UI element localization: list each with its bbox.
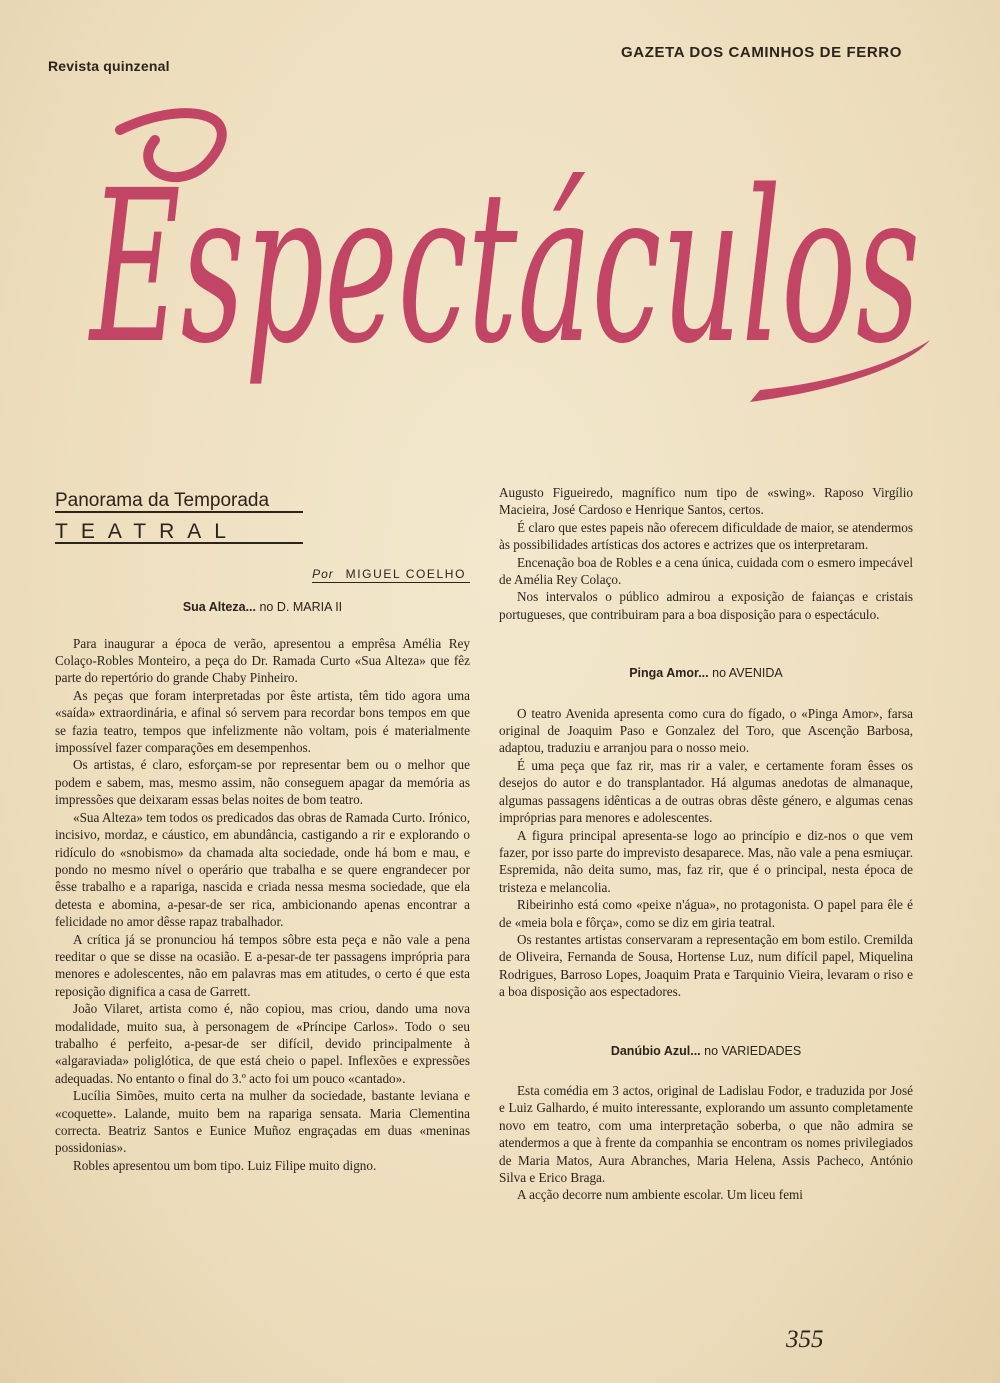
paragraph: Robles apresentou um bom tipo. Luiz Filipe muito digno. xyxy=(73,1157,377,1173)
section-heading xyxy=(499,665,913,682)
paragraph: Os restantes artistas conservaram a representação em bom estilo. Cremilda de Oliveira, Fernanda de Sousa, Hortense Luz, num difícil papel, Miquelina Rodrigues, Barroso Lopes, Joaquim Prata e Tarquinio Vieira, levaram o riso e a boa disposição aos espectadores. xyxy=(499,931,913,1000)
section-heading xyxy=(55,599,470,616)
paragraph: Nos intervalos o público admirou a exposição de faianças e cristais portugueses, que contribuiram para a boa disposição para o espectáculo. xyxy=(499,589,913,622)
paragraph: Os artistas, é claro, esforçam-se por representar bem ou o melhor que podem e sabem, mas, mesmo assim, não conseguem apagar da memória as impressões que deixaram essas belas noites de bom teatro. xyxy=(55,757,470,808)
article-subtitle: TEATRAL xyxy=(55,523,303,543)
section-masthead xyxy=(60,90,940,470)
right-column xyxy=(499,484,913,1204)
paragraph: Esta comédia em 3 actos, original de Ladislau Fodor, e traduzida por José e Luiz Galhardo, é muito interessante, explorando um assunto completamente novo em teatro, com uma interpretação soberba, o que não admira se atendermos a que à frente da companhia se encontram os nomes privilegiados de Maria Matos, Aura Abranches, Maria Helena, Assis Pacheco, António Silva e Erico Braga. xyxy=(499,1082,913,1185)
byline-author: MIGUEL COELHO xyxy=(345,566,466,581)
paragraph: Augusto Figueiredo, magnífico num tipo de «swing». Raposo Virgílio Macieira, José Cardoso e Henrique Santos, certos. xyxy=(499,485,913,518)
paragraph: É uma peça que faz rir, mas rir a valer, e certamente foram êsses os desejos do autor e do transplantador. Há algumas anedotas de almanaque, algumas passagens idênticas a de outras obras dêste género, e algumas cenas impróprias para menores e adolescentes. xyxy=(499,757,913,826)
paragraph: A crítica já se pronunciou há tempos sôbre esta peça e não vale a pena reeditar o que se disse na ocasião. E a-pesar-de ter passagens imprópria para menores e adolescentes, não em palavras mas em atitudes, o certo é que esta reposição dignifica a casa de Garrett. xyxy=(55,931,470,999)
paragraph: É claro que estes papeis não oferecem dificuldade de maior, se atendermos às possibilidades artísticas dos actores e actrizes que os interpretaram. xyxy=(499,519,913,553)
play-name: Sua Alteza... xyxy=(182,600,256,615)
paragraph: «Sua Alteza» tem todos os predicados das obras de Ramada Curto. Irónico, incisivo, mordaz, e cáustico, em abundância, castigando a rir e explorando o ridículo do «snobismo» da chamada alta sociedade, onde há bom e mau, e pondo no mesmo nível o operário que trabalha e se quere engrandecer por êsse trabalho e a rapariga, nascida e criada nessa mesma sociedade, que ela detesta e abomina, a-pesar-de ser rica, ambicionando apenas encontrar a felicidade no amor dêsse rapaz trabalhador. xyxy=(55,809,470,930)
theatre-name: no AVENIDA xyxy=(712,666,783,681)
paragraph: As peças que foram interpretadas por êste artista, têm tido agora uma «saída» extraordinária, e afinal só servem para recordar bons tempos em que se fazia teatro, tempos que infelizmente não voltam, pois é materialmente impossível fazer comparações em desempenhos. xyxy=(55,687,470,756)
play-name: Pinga Amor... xyxy=(629,666,709,681)
paragraph: Ribeirinho está como «peixe n'água», no protagonista. O papel para êle é de «meia bola e fôrça», como se diz em giria teatral. xyxy=(499,897,913,930)
publication-name: GAZETA DOS CAMINHOS DE FERRO xyxy=(621,44,902,61)
paragraph: João Vilaret, artista como é, não copiou, mas criou, dando uma nova modalidade, muito sua, à personagem de «Príncipe Carlos». Todo o seu trabalho é perfeito, a-pesar-de ser difícil, devido principalmente à «algaraviada» poliglótica, de que está cheio o papel. Inflexões e expressões adequadas. No entanto o final do 3.º acto foi um pouco «cantado». xyxy=(55,1001,470,1086)
masthead-title: Espectáculos xyxy=(87,145,920,390)
paragraph: Encenação boa de Robles e a cena única, cuidada com o esmero impecável de Amélia Rey Colaço. xyxy=(499,554,913,588)
section-heading xyxy=(499,1043,913,1060)
periodicity-label: Revista quinzenal xyxy=(48,58,170,74)
article-title: Panorama da Temporada xyxy=(55,492,303,513)
page-number: 355 xyxy=(786,1326,824,1353)
left-column xyxy=(55,492,470,1174)
play-name: Danúbio Azul... xyxy=(610,1043,701,1058)
masthead-script-logo xyxy=(60,90,940,470)
paragraph: A acção decorre num ambiente escolar. Um liceu femi xyxy=(517,1187,803,1203)
byline-prefix: Por xyxy=(312,566,334,581)
paragraph: O teatro Avenida apresenta como cura do fígado, o «Pinga Amor», farsa original de Joaquim Paso e Gonzalez del Toro, que Ascenção Barbosa, adaptou, traduziu e arranjou para o nosso meio. xyxy=(499,705,913,756)
paragraph: A figura principal apresenta-se logo ao princípio e diz-nos o que vem fazer, por isso parte do imprevisto desaparece. Mas, não vale a pena esmiuçar. Espremida, não deita sumo, mas, faz rir, que é o principal, nesta época de tristeza e melancolia. xyxy=(499,827,913,895)
paragraph: Para inaugurar a época de verão, apresentou a emprêsa Amélia Rey Colaço-Robles Monteiro, a peça do Dr. Ramada Curto «Sua Alteza» que fêz parte do repertório do grande Chaby Pinheiro. xyxy=(55,635,470,686)
paragraph: Lucília Simões, muito certa na mulher da sociedade, bastante leviana e «coquette». Lalande, muito bem na rapariga sensata. Maria Clementina correcta. Beatriz Santos e Eunice Muñoz engraçadas em duas «meninas possidonias». xyxy=(55,1088,470,1156)
theatre-name: no VARIEDADES xyxy=(704,1043,802,1058)
theatre-name: no D. MARIA II xyxy=(259,600,343,615)
byline xyxy=(55,566,470,583)
